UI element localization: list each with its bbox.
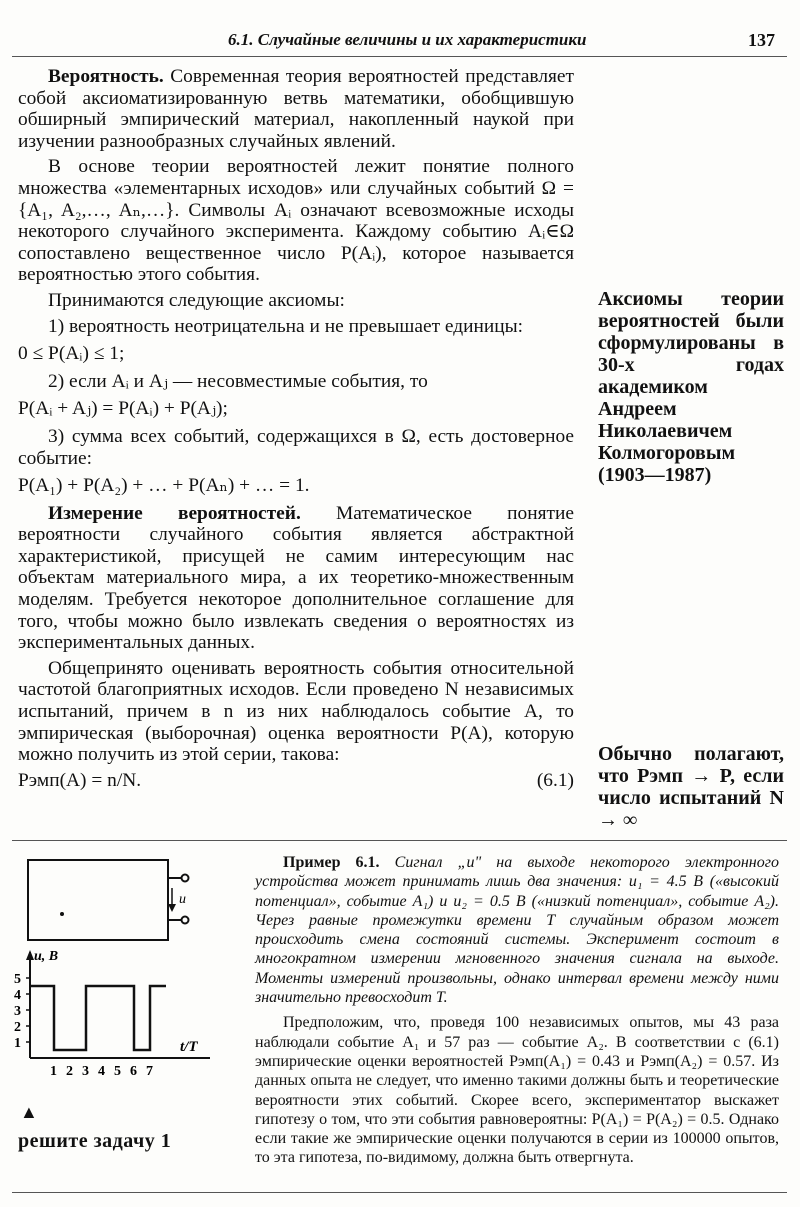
runin-heading-measurement: Измерение вероятностей. — [48, 502, 301, 524]
x-tick-label: 6 — [130, 1064, 137, 1079]
x-tick-label: 3 — [82, 1064, 89, 1079]
x-tick-label: 2 — [66, 1064, 73, 1079]
device-dot — [60, 912, 64, 916]
task-label[interactable]: решите задачу 1 — [18, 1130, 172, 1152]
paragraph-measurement — [18, 503, 574, 654]
axiom-2: 2) если Aᵢ и Aⱼ — несовместимые события, то — [48, 370, 428, 392]
y-tick-label: 4 — [14, 988, 21, 1003]
paragraph-axioms-intro: Принимаются следующие аксиомы: — [48, 289, 345, 311]
signal-line — [30, 986, 166, 1050]
example-text: Сигнал „u" на выходе некоторого электронного устройства может принимать лишь два значения: u₁ = 4.5 В («высокий потенциал», событие A₁) и u₂ = 0.5 В («низкий потенциал», событие A₂). Через равные промежутки времени T случайным образом может происходить смена состояний системы. Эксперимент состоит в многократном измерении мгновенного значения сигнала на выходе. Моменты измерений произвольны, однако интервал времени между ними значительно превосходит T. — [255, 854, 779, 1007]
example-heading: Пример 6.1. — [283, 854, 380, 871]
y-ticks — [14, 972, 30, 1051]
equation-number: (6.1) — [536, 769, 574, 791]
paragraph-elementary-outcomes: В основе теории вероятностей лежит понятие полного множества «элементарных исходов» или случайных событий Ω = {A₁, A₂,…, Aₙ,…}. Символы Aᵢ означают всевозможные исходы некоторого случайного эксперимента. Каждому событию Aᵢ∈Ω сопоставлено вещественное число P(Aᵢ), которое называется вероятностью этого события. — [18, 156, 574, 286]
output-terminal-top — [182, 875, 189, 882]
x-tick-label: 7 — [146, 1064, 153, 1079]
y-axis-arrow — [26, 950, 34, 960]
sidenote-limit: Обычно полагают, что Pэмп → P, если число испытаний N → ∞ — [598, 743, 784, 831]
main-text-column — [18, 66, 574, 791]
y-axis-label: u, В — [34, 949, 59, 964]
output-terminal-bottom — [182, 917, 189, 924]
formula-axiom-1: 0 ≤ P(Aᵢ) ≤ 1; — [18, 343, 125, 365]
paragraph-frequency: Общепринято оценивать вероятность события относительной частотой благоприятных исходов. Если проведено N независимых испытаний, причем в n из них наблюдалось событие A, то эмпирическая (выборочная) оценка вероятности P(A), которую можно получить из этой серии, такова: — [18, 657, 574, 766]
example-description — [255, 853, 779, 1007]
signal-chart — [10, 946, 220, 1086]
formula-axiom-2: P(Aᵢ + Aⱼ) = P(Aᵢ) + P(Aⱼ); — [18, 398, 228, 420]
header-divider — [12, 56, 787, 57]
page-number: 137 — [748, 30, 775, 50]
sidenote-kolmogorov: Аксиомы теории вероятностей были сформулированы в 30-х годах академиком Андреем Николаевичем Колмогоровым (1903—1987) — [598, 288, 784, 486]
voltage-arrow-head — [168, 904, 176, 912]
example-analysis: Предположим, что, проведя 100 независимых опытов, мы 43 раза наблюдали событие A₁ и 57 раз — событие A₂. В соответствии с (6.1) эмпирические оценки вероятностей Pэмп(A₁) = 0.43 и Pэмп(A₂) = 0.57. Из данных опыта не следует, что именно такими должны быть и теоретические вероятности этих событий. Скорее всего, экспериментатор выскажет гипотезу о том, что эти события равновероятны: P(A₁) = P(A₂) = 0.5. Однако если такие же эмпирические оценки получаются в серии из 100000 опытов, то эта гипотеза, по-видимому, должна быть отвергнута. — [255, 1014, 779, 1167]
paragraph-probability-text: Современная теория вероятностей представляет собой аксиоматизированную ветвь математики, обобщившую обширный эмпирический материал, накопленный наукой при изучении разнообразных случайных явлений. — [18, 66, 574, 152]
device-box — [28, 860, 168, 940]
axiom-1: 1) вероятность неотрицательна и не превышает единицы: — [48, 315, 524, 337]
y-tick-label: 5 — [14, 972, 21, 987]
y-tick-label: 2 — [14, 1020, 21, 1035]
y-tick-label: 1 — [14, 1036, 21, 1051]
x-tick-label: 4 — [98, 1064, 105, 1079]
x-tick-label: 1 — [50, 1064, 57, 1079]
section-divider — [12, 840, 787, 841]
x-axis-label: t/T — [180, 1039, 198, 1055]
runin-heading-probability: Вероятность. — [48, 66, 164, 87]
equation-6-1 — [18, 770, 574, 792]
device-diagram — [18, 858, 198, 944]
triangle-icon: ▲ — [20, 1102, 38, 1122]
device-output-label: u — [179, 892, 186, 907]
paragraph-probability — [18, 66, 574, 152]
formula-axiom-3: P(A₁) + P(A₂) + … + P(Aₙ) + … = 1. — [18, 475, 310, 497]
formula-empirical: Pэмп(A) = n/N. — [18, 769, 142, 791]
y-tick-label: 3 — [14, 1004, 21, 1019]
x-ticks — [50, 1064, 153, 1079]
axiom-3: 3) сумма всех событий, содержащихся в Ω, есть достоверное событие: — [18, 425, 574, 469]
footer-divider — [12, 1192, 787, 1193]
x-tick-label: 5 — [114, 1064, 121, 1079]
running-header: 6.1. Случайные величины и их характеристики — [228, 30, 587, 49]
paragraph-measurement-text: Математическое понятие вероятности случайного события является абстрактной характеристикой, присущей не самим интересующим нас объектам материального мира, а их теоретико-множественным моделям. Требуется некоторое дополнительное соглашение для того, чтобы можно было извлекать сведения о вероятностях из экспериментальных данных. — [18, 502, 575, 654]
example-block — [255, 853, 779, 1168]
